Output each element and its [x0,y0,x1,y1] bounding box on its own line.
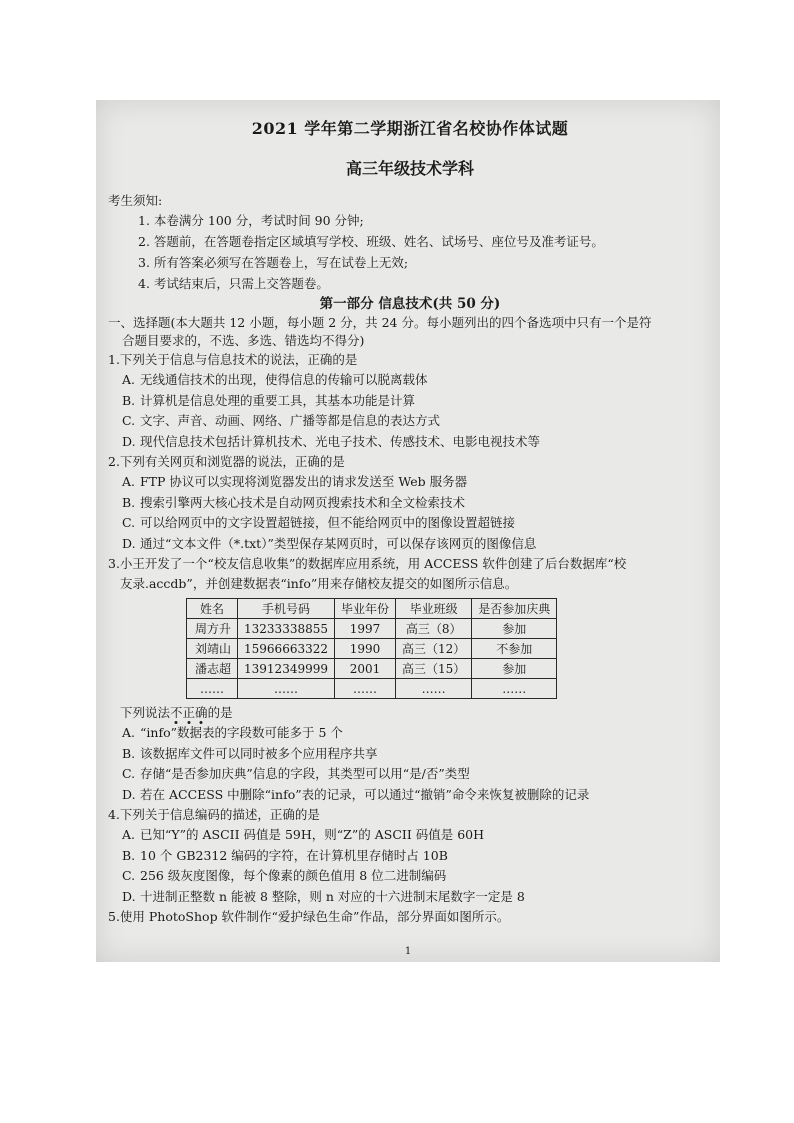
exam-subtitle: 高三年级技术学科 [345,159,474,178]
option-label: A. [122,372,136,387]
notice-heading: 考生须知: [108,193,163,208]
stem-text: 下列说法 [120,705,171,720]
table-cell: 15966663322 [238,639,335,659]
option-text: 现代信息技术包括计算机技术、光电子技术、传感技术、电影电视技术等 [140,433,541,449]
question-1 [108,350,712,452]
table-row [187,659,557,679]
option-label: D. [122,433,136,449]
table-cell: 潘志超 [187,659,238,679]
option-label: C. [122,868,136,883]
option-label: A. [122,474,136,489]
table-cell: 高三（15） [396,659,472,679]
question-4 [108,805,712,907]
table-cell: 参加 [472,619,557,639]
emphasis-char: 不 [170,705,183,720]
question-5 [108,907,712,927]
emphasis-char: 确 [195,705,208,720]
part-one-heading: 第一部分 信息技术(共 50 分) [319,296,501,312]
option-b [108,493,712,514]
table-row [187,639,557,659]
option-text: 存储“是否参加庆典”信息的字段，其类型可以用“是/否”类型 [140,766,470,781]
column-header: 毕业年份 [335,599,396,619]
sheet-content [108,116,712,927]
option-c [108,513,712,534]
table-cell: …… [472,679,557,699]
table-cell: 13233338855 [238,619,335,639]
option-label: C. [122,766,136,781]
option-label: A. [122,725,136,740]
table-cell: 参加 [472,659,557,679]
question-stem: 4.下列关于信息编码的描述，正确的是 [108,807,320,822]
option-a [108,825,712,846]
column-header: 手机号码 [238,599,335,619]
option-label: A. [122,827,136,842]
column-header: 是否参加庆典 [472,599,557,619]
option-label: C. [122,515,136,530]
notice-item: 2. 答题前，在答题卷指定区域填写学校、班级、姓名、试场号、座位号及准考证号。 [138,234,604,249]
column-header: 毕业班级 [396,599,472,619]
option-b [108,846,712,867]
option-a [108,723,712,744]
option-a [108,370,712,391]
option-text: 搜索引擎两大核心技术是自动网页搜索技术和全文检索技术 [140,494,466,510]
option-b [108,391,712,412]
sub-question-stem [108,703,712,723]
section-intro-line: 合题目要求的，不选、多选、错选均不得分) [122,333,365,348]
exam-sheet [96,100,720,962]
table-cell: 2001 [335,659,396,679]
option-b [108,744,712,765]
question-2 [108,452,712,554]
info-table [186,598,557,699]
option-label: B. [122,392,136,408]
option-label: B. [122,847,136,863]
table-cell: …… [238,679,335,699]
option-text: 256 级灰度图像，每个像素的颜色值用 8 位二进制编码 [140,868,447,883]
option-d [108,534,712,555]
option-text: 可以给网页中的文字设置超链接，但不能给网页中的图像设置超链接 [140,515,516,530]
option-text: 已知“Y”的 ASCII 码值是 59H，则“Z”的 ASCII 码值是 60H [140,827,485,842]
option-c [108,866,712,887]
table-cell: 高三（12） [396,639,472,659]
table-cell: 刘靖山 [187,639,238,659]
option-label: D. [122,535,136,551]
table-row [187,619,557,639]
option-text: 文字、声音、动画、网络、广播等都是信息的表达方式 [140,413,441,428]
table-row [187,679,557,699]
table-cell: …… [187,679,238,699]
table-cell: …… [335,679,396,699]
question-stem: 1.下列关于信息与信息技术的说法，正确的是 [108,352,358,367]
question-stem: 3.小王开发了一个“校友信息收集”的数据库应用系统，用 ACCESS 软件创建了后台数据库“校 [108,556,627,571]
option-text: FTP 协议可以实现将浏览器发出的请求发送至 Web 服务器 [140,474,468,489]
option-c [108,411,712,432]
question-stem: 5.使用 PhotoShop 软件制作“爱护绿色生命”作品，部分界面如图所示。 [108,909,510,924]
emphasis-char: 正 [182,705,196,720]
option-text: 10 个 GB2312 编码的字符，在计算机里存储时占 10B [140,847,448,863]
table-cell: 13912349999 [238,659,335,679]
section-intro-line: 一、选择题(本大题共 12 小题，每小题 2 分，共 24 分。每小题列出的四个备选项中只有一个是符 [108,315,652,330]
option-d [108,432,712,453]
option-label: B. [122,494,136,510]
option-label: D. [122,888,136,904]
notice-item: 3. 所有答案必须写在答题卷上，写在试卷上无效; [138,255,409,270]
question-stem: 2.下列有关网页和浏览器的说法，正确的是 [108,454,345,469]
table-cell: 高三（8） [396,619,472,639]
option-text: 计算机是信息处理的重要工具，其基本功能是计算 [140,392,416,408]
notice-item: 1. 本卷满分 100 分，考试时间 90 分钟; [138,213,364,228]
question-stem-continued: 友录.accdb”，并创建数据表“info”用来存储校友提交的如图所示信息。 [120,576,518,591]
option-text: 该数据库文件可以同时被多个应用程序共享 [140,745,378,761]
table-cell: 1997 [335,619,396,639]
option-label: B. [122,745,136,761]
option-d [108,887,712,908]
option-d [108,785,712,806]
question-3 [108,554,712,805]
option-text: “info”数据表的字段数可能多于 5 个 [140,725,343,740]
notice-item: 4. 考试结束后，只需上交答题卷。 [138,276,329,291]
stem-text: 的是 [207,705,233,720]
table-cell: …… [396,679,472,699]
section-intro [108,314,712,350]
table-header-row [187,599,557,619]
option-text: 十进制正整数 n 能被 8 整除，则 n 对应的十六进制末尾数字一定是 8 [140,888,525,904]
option-text: 无线通信技术的出现，使得信息的传输可以脱离载体 [140,372,428,387]
column-header: 姓名 [187,599,238,619]
exam-title: 2021 学年第二学期浙江省名校协作体试题 [251,119,569,138]
page-number: 1 [404,946,412,957]
option-a [108,472,712,493]
table-cell: 1990 [335,639,396,659]
option-c [108,764,712,785]
table-cell: 周方升 [187,619,238,639]
table-cell: 不参加 [472,639,557,659]
option-text: 通过“文本文件（*.txt）”类型保存某网页时，可以保存该网页的图像信息 [140,535,537,551]
option-label: D. [122,786,136,802]
option-text: 若在 ACCESS 中删除“info”表的记录，可以通过“撤销”命令来恢复被删除的记录 [140,786,590,802]
option-label: C. [122,413,136,428]
